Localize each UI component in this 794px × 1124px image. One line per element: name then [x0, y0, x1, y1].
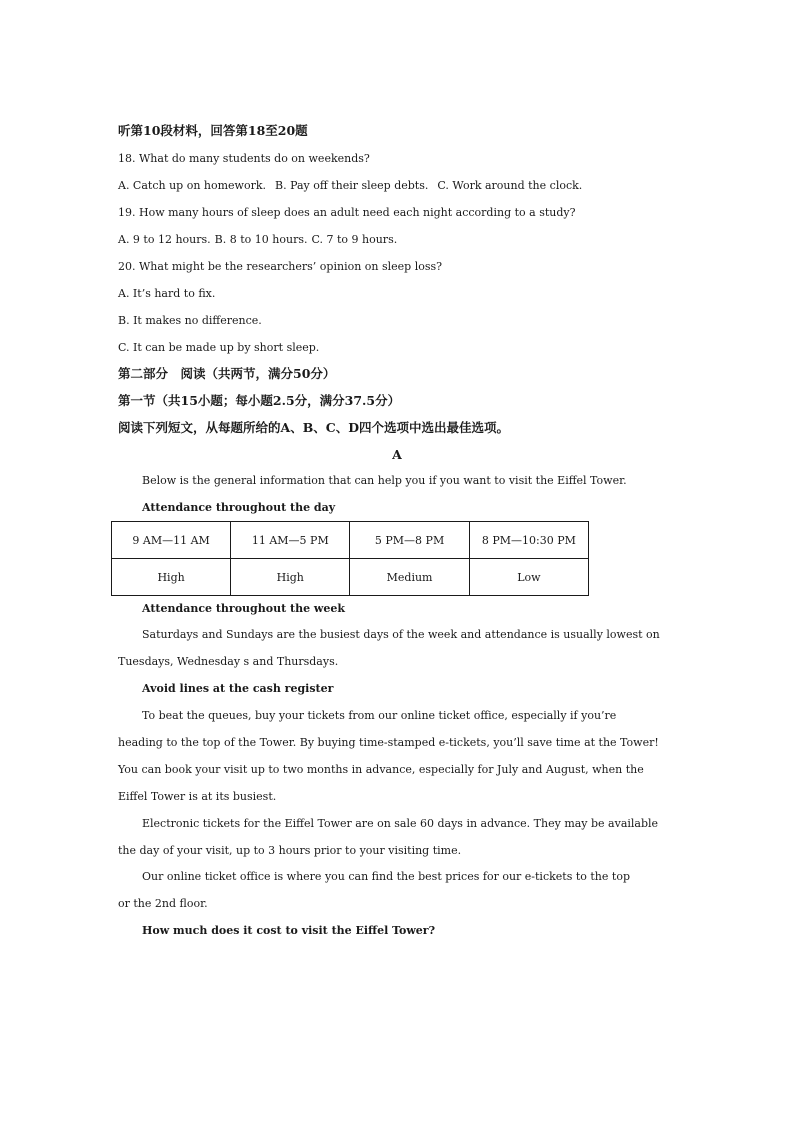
table-row [112, 522, 589, 559]
etickets-text-line-2: the day of your visit, up to 3 hours prior to your visiting time. [118, 844, 462, 857]
passage-letter: A [392, 447, 402, 462]
question-20: 20. What might be the researchers’ opinion on sleep loss? [118, 260, 443, 273]
lines-text-line-2: heading to the top of the Tower. By buying time-stamped e-tickets, you’ll save time at the Tower! [118, 736, 659, 749]
office-text-line-2: or the 2nd floor. [118, 897, 208, 910]
reading-instruction: 阅读下列短文，从每题所给的A、B、C、D四个选项中选出最佳选项。 [118, 420, 510, 435]
week-attendance-heading: Attendance throughout the week [142, 602, 345, 615]
reading-section-title: 第一节（共15小题；每小题2.5分，满分37.5分） [118, 393, 401, 408]
office-text-line-1: Our online ticket office is where you can find the best prices for our e-tickets to the top [142, 870, 630, 883]
level-cell: High [231, 559, 350, 596]
q19-option-b: B. 8 to 10 hours. [214, 233, 308, 246]
level-cell: Medium [350, 559, 469, 596]
week-text-line-2: Tuesdays, Wednesday s and Thursdays. [118, 655, 339, 668]
time-cell: 8 PM—10:30 PM [469, 522, 588, 559]
cost-heading: How much does it cost to visit the Eiffel Tower? [142, 924, 436, 937]
q20-option-c: C. It can be made up by short sleep. [118, 341, 320, 354]
q18-option-a: A. Catch up on homework. [118, 179, 267, 192]
day-attendance-heading: Attendance throughout the day [142, 501, 336, 514]
lines-text-line-1: To beat the queues, buy your tickets from our online ticket office, especially if you’re [142, 709, 617, 722]
reading-part-title: 第二部分 阅读（共两节，满分50分） [118, 366, 336, 381]
lines-text-line-4: Eiffel Tower is at its busiest. [118, 790, 277, 803]
week-text-line-1: Saturdays and Sundays are the busiest days of the week and attendance is usually lowest on [142, 628, 660, 641]
question-19: 19. How many hours of sleep does an adult need each night according to a study? [118, 206, 576, 219]
q19-option-c: C. 7 to 9 hours. [311, 233, 398, 246]
time-cell: 9 AM—11 AM [112, 522, 231, 559]
listening-section-header: 听第10段材料，回答第18至20题 [118, 123, 308, 138]
lines-text-line-3: You can book your visit up to two months in advance, especially for July and August, when the [118, 763, 644, 776]
level-cell: High [112, 559, 231, 596]
q18-option-b: B. Pay off their sleep debts. [275, 179, 429, 192]
etickets-text-line-1: Electronic tickets for the Eiffel Tower are on sale 60 days in advance. They may be available [142, 817, 659, 830]
q19-option-a: A. 9 to 12 hours. [118, 233, 211, 246]
q18-option-c: C. Work around the clock. [437, 179, 583, 192]
question-18-options [118, 178, 582, 194]
avoid-lines-heading: Avoid lines at the cash register [142, 682, 334, 695]
passage-intro: Below is the general information that can help you if you want to visit the Eiffel Tower. [142, 474, 627, 487]
q20-option-b: B. It makes no difference. [118, 314, 262, 327]
q20-option-a: A. It’s hard to fix. [118, 287, 216, 300]
question-18: 18. What do many students do on weekends? [118, 152, 370, 165]
question-19-options [118, 232, 397, 248]
time-cell: 11 AM—5 PM [231, 522, 350, 559]
time-cell: 5 PM—8 PM [350, 522, 469, 559]
day-attendance-table [111, 521, 589, 596]
table-row [112, 559, 589, 596]
level-cell: Low [469, 559, 588, 596]
